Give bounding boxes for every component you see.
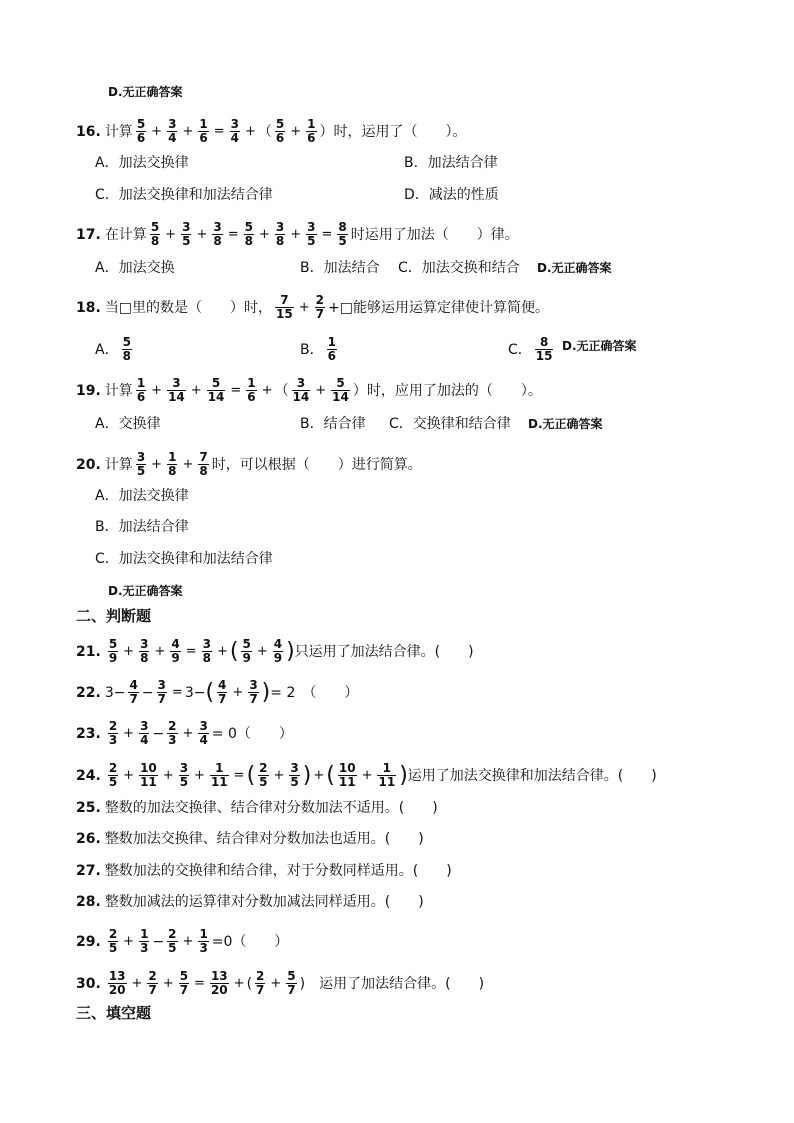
question-text: ）。	[445, 123, 467, 140]
question-24: 24. $\frac{2}{5}$ + $\frac{10}{11}$ + $\frac{3}{5}$ + $\frac{1}{11}$ = ( $\frac{2}{5}$ + $\frac{3}{5}$ ) + ( $\frac{10}{11}$ + $\frac{1}{11}$ ) 运用了加法交换律和加法结合律。( )	[76, 761, 657, 789]
question-text: 时运用了加法（ ）律。	[350, 226, 519, 243]
question-number: 18.	[76, 299, 101, 316]
question-text: 时，可以根据（ ）进行简算。	[211, 456, 422, 473]
question-text: +□能够运用运算定律使计算简便。	[328, 299, 549, 316]
question-number: 29.	[76, 933, 101, 950]
question-text: 整数加减法的运算律对分数加减法同样适用。( )	[104, 894, 424, 910]
option-d: D.无正确答案	[562, 339, 637, 353]
question-text: 整数加法交换律、结合律对分数加法也适用。( )	[104, 831, 424, 847]
option-c: C．加法交换律和加法结合律	[95, 551, 273, 567]
option-c: C．交换律和结合律	[389, 416, 511, 432]
question-number: 20.	[76, 456, 101, 473]
question-17: 17. 在计算 $\frac{5}{8}$ + $\frac{3}{5}$ + $\frac{3}{8}$ = $\frac{5}{8}$ + $\frac{3}{8}$ + $\frac{3}{5}$ = $\frac{8}{5}$ 时运用了加法（ ）律。	[76, 220, 519, 248]
question-number: 27.	[76, 863, 101, 879]
question-number: 19.	[76, 382, 101, 399]
question-28	[76, 892, 424, 912]
option-c: C．加法交换和结合	[398, 260, 520, 276]
option-c: C．加法交换律和加法结合律	[95, 187, 273, 203]
question-text: 计算	[104, 456, 133, 473]
option-d: D．减法的性质	[404, 187, 499, 203]
option-d: D.无正确答案	[537, 261, 612, 275]
fraction: $\frac{5}{6}$	[136, 117, 146, 145]
option-a: A．加法交换	[95, 260, 175, 276]
option-d: D.无正确答案	[108, 85, 183, 99]
question-text: 运用了加法结合律。( )	[319, 975, 485, 992]
fraction: $\frac{3}{4}$	[168, 117, 177, 145]
question-22: 22. 3− $\frac{4}{7}$ − $\frac{3}{7}$ = 3− ( $\frac{4}{7}$ + $\frac{3}{7}$ ) = 2 （ ）	[76, 678, 359, 706]
option-label: B．	[300, 341, 324, 358]
question-text: 整数加法的交换律和结合律，对于分数同样适用。( )	[104, 863, 452, 879]
option-c: C． $\frac{8}{15}$	[508, 335, 553, 363]
question-text: = 2 （ ）	[270, 684, 359, 701]
question-text: =0（ ）	[211, 933, 289, 950]
question-text: 运用了加法交换律和加法结合律。( )	[407, 767, 657, 784]
fraction: $\frac{5}{6}$	[275, 117, 285, 145]
question-number: 28.	[76, 894, 101, 910]
question-number: 30.	[76, 975, 101, 992]
section-heading: 三、填空题	[76, 1004, 152, 1022]
option-a: A．加法交换律	[95, 155, 189, 171]
question-21: 21. $\frac{5}{9}$ + $\frac{3}{8}$ + $\frac{4}{9}$ = $\frac{3}{8}$ + ( $\frac{5}{9}$ + $\frac{4}{9}$ ) 只运用了加法结合律。( )	[76, 637, 474, 665]
question-number: 24.	[76, 767, 101, 784]
section-heading: 二、判断题	[76, 607, 152, 625]
fraction: $\frac{1}{6}$	[307, 117, 316, 145]
question-text: 在计算	[104, 226, 147, 243]
option-d: D.无正确答案	[108, 584, 183, 598]
question-text: = 0（ ）	[211, 725, 293, 742]
question-number: 22.	[76, 684, 101, 701]
question-25	[76, 798, 438, 818]
question-18: 18. 当□里的数是（ ）时， $\frac{7}{15}$ + $\frac{2}{7}$ +□能够运用运算定律使计算简便。	[76, 293, 549, 321]
question-16: 16. 计算 $\frac{5}{6}$ + $\frac{3}{4}$ + $\frac{1}{6}$ = $\frac{3}{4}$ + （ $\frac{5}{6}$ + $\frac{1}{6}$ ） 时，运用了（ ）。	[76, 117, 467, 145]
question-29: 29. $\frac{2}{5}$ + $\frac{1}{3}$ − $\frac{2}{5}$ + $\frac{1}{3}$ =0（ ）	[76, 927, 289, 955]
option-b: B．加法结合律	[95, 519, 189, 535]
option-a: A． $\frac{5}{8}$	[95, 335, 131, 363]
question-text: 整数的加法交换律、结合律对分数加法不适用。( )	[104, 800, 438, 816]
option-a: A．交换律	[95, 416, 161, 432]
fraction: $\frac{3}{4}$	[230, 117, 239, 145]
option-b: B．结合律	[300, 416, 366, 432]
question-number: 25.	[76, 800, 101, 816]
question-20: 20. 计算 $\frac{3}{5}$ + $\frac{1}{8}$ + $\frac{7}{8}$ 时，可以根据（ ）进行简算。	[76, 450, 422, 478]
question-text: 只运用了加法结合律。( )	[294, 643, 474, 660]
option-b: B．加法结合	[300, 260, 380, 276]
question-23: 23. $\frac{2}{3}$ + $\frac{3}{4}$ − $\frac{2}{3}$ + $\frac{3}{4}$ = 0（ ）	[76, 719, 293, 747]
question-number: 26.	[76, 831, 101, 847]
question-text: 计算	[104, 382, 133, 399]
question-30: 30. $\frac{13}{20}$ + $\frac{2}{7}$ + $\frac{5}{7}$ = $\frac{13}{20}$ + ( $\frac{2}{7}$ + $\frac{5}{7}$ ) 运用了加法结合律。( )	[76, 969, 485, 997]
question-19: 19. 计算 $\frac{1}{6}$ + $\frac{3}{14}$ + $\frac{5}{14}$ = $\frac{1}{6}$ + （ $\frac{3}{14}$ + $\frac{5}{14}$ ）时，应用了加法的（ ）。	[76, 376, 542, 404]
question-text: ）时，应用了加法的（ ）。	[352, 382, 542, 399]
question-number: 16.	[76, 123, 101, 140]
option-label: A．	[95, 341, 119, 358]
question-26	[76, 829, 424, 849]
option-b: B． $\frac{1}{6}$	[300, 335, 336, 363]
question-number: 21.	[76, 643, 101, 660]
option-a: A．加法交换律	[95, 488, 189, 504]
question-27	[76, 861, 452, 881]
option-d: D.无正确答案	[528, 417, 603, 431]
question-text: 时，运用了（	[333, 123, 418, 140]
question-number: 17.	[76, 226, 101, 243]
option-b: B．加法结合律	[404, 155, 498, 171]
fraction: $\frac{1}{6}$	[199, 117, 208, 145]
question-text: 当□里的数是（ ）时，	[104, 299, 273, 316]
question-text: 计算	[104, 123, 133, 140]
option-label: C．	[508, 341, 532, 358]
question-number: 23.	[76, 725, 101, 742]
